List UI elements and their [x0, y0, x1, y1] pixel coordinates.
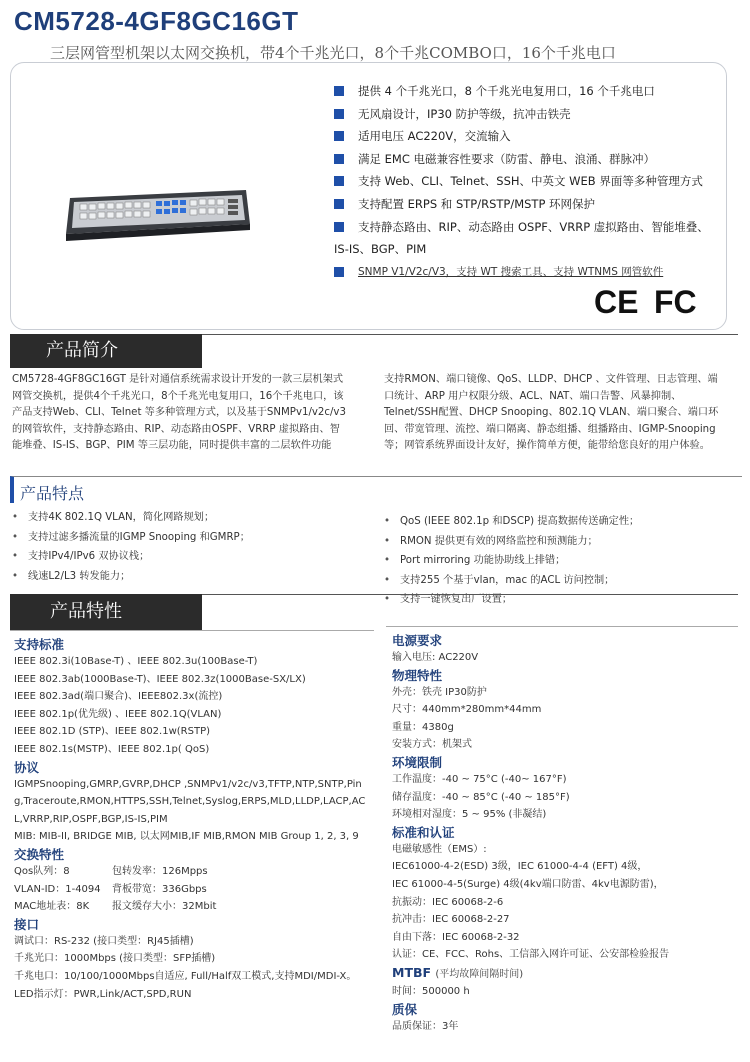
switch-product-image — [64, 184, 252, 244]
spec-heading-interfaces: 接口 — [14, 916, 40, 932]
feature-item: 支持配置 ERPS 和 STP/RSTP/MSTP 环网保护 — [334, 193, 730, 216]
spec-line: 抗冲击：IEC 60068-2-27 — [392, 914, 510, 926]
spec-pair-row: MAC地址表：8K 报文缓存大小：32Mbit — [14, 901, 217, 913]
feature-item: 支持静态路由、RIP、动态路由 OSPF、VRRP 虚拟路由、智能堆叠、 — [334, 216, 730, 239]
spec-line: IEEE 802.3ad(端口聚合)、IEEE802.3x(流控) — [14, 691, 223, 703]
list-item: • RMON 提供更有效的网络监控和预测能力； — [384, 532, 734, 552]
spec-line: IEEE 802.3i(10Base-T) 、IEEE 802.3u(100Base-T) — [14, 656, 258, 667]
list-item: • 支持4K 802.1Q VLAN，简化网路规划； — [12, 508, 352, 528]
spec-line: 自由下落：IEC 60068-2-32 — [392, 931, 520, 943]
spec-line: IEC 61000-4-5(Surge) 4级(4kv端口防雷、4kv电源防雷)， — [392, 878, 664, 890]
spec-line: IEEE 802.1p(优先级) 、IEEE 802.1Q(VLAN) — [14, 708, 222, 720]
feature-item: 满足 EMC 电磁兼容性要求（防雷、静电、浪涌、群脉冲） — [334, 148, 730, 171]
spec-line: 工作温度：-40 ~ 75°C (-40~ 167°F) — [392, 773, 567, 785]
spec-line: 抗振动：IEC 60068-2-6 — [392, 896, 504, 908]
spec-line: LED指示灯：PWR,Link/ACT,SPD,RUN — [14, 988, 192, 1000]
spec-line: 重量：4380g — [392, 721, 454, 733]
spec-heading-mtbf: MTBF (平均故障间隔时间) — [392, 964, 524, 980]
list-item: • 支持IPv4/IPv6 双协议栈； — [12, 547, 352, 567]
features-section-header — [10, 476, 742, 503]
feature-item-continued: IS-IS、BGP、PIM — [334, 242, 427, 257]
feature-item: 支持 Web、CLI、Telnet、SSH、中英文 WEB 界面等多种管理方式 — [334, 170, 730, 193]
intro-text-left: CM5728-4GF8GC16GT 是针对通信系统需求设计开发的一款三层机架式网管交换机，提供4个千兆光口，8个千兆光电复用口，16个千兆电口，该产品支持Web、CLI、Telnet 等多种管理方式，以及基于SNMPv1/v2c/v3的网管软件，支持静态路由、RIP、动态路由OSPF、VRRP 虚拟路由、智能堆叠、IS-IS、BGP、PIM 等三层功能，同时提供丰富的二层软件功能 — [12, 374, 346, 451]
spec-heading-switching: 交换特性 — [14, 846, 65, 862]
specs-right-column — [392, 632, 732, 1035]
specs-right-rule — [386, 626, 738, 627]
spec-line: IEEE 802.1s(MSTP)、IEEE 802.1p( QoS) — [14, 743, 210, 755]
spec-heading-certification: 标准和认证 — [392, 824, 455, 840]
spec-line: 时间：500000 h — [392, 985, 470, 997]
spec-line: 调试口：RS-232 (接口类型：RJ45插槽) — [14, 935, 194, 947]
specs-left-rule — [10, 630, 374, 631]
spec-line: 千兆电口：10/100/1000Mbps自适应, Full/Half双工模式,支持MDI/MDI-X。 — [14, 970, 357, 982]
top-feature-list — [334, 80, 730, 283]
spec-line: 安装方式：机架式 — [392, 739, 472, 751]
spec-heading-protocols: 协议 — [14, 759, 40, 775]
specs-section-header — [10, 594, 202, 630]
feature-item: SNMP V1/V2c/V3，支持 WT 搜索工具、支持 WTNMS 网管软件 — [334, 261, 730, 284]
product-model-title: CM5728-4GF8GC16GT — [14, 6, 299, 36]
specs-title: 产品特性 — [50, 601, 122, 622]
spec-line: IEC61000-4-2(ESD) 3级，IEC 61000-4-4 (EFT) 4级， — [392, 861, 648, 873]
spec-line: 储存温度：-40 ~ 85°C (-40 ~ 185°F) — [392, 791, 570, 803]
spec-line: 输入电压: AC220V — [392, 652, 479, 663]
spec-heading-environment: 环境限制 — [392, 754, 443, 770]
specs-left-column — [14, 636, 366, 1003]
spec-heading-warranty: 质保 — [392, 1001, 418, 1017]
spec-line: 认证：CE、FCC、Rohs、工信部入网许可证、公安部检验报告 — [392, 949, 670, 961]
intro-section-header — [10, 334, 202, 368]
list-item: • 支持一键恢复出厂设置； — [384, 590, 734, 610]
list-item: • 线速L2/L3 转发能力； — [12, 567, 352, 587]
list-item: • 支持过滤多播流量的IGMP Snooping 和GMRP； — [12, 528, 352, 548]
spec-heading-standards: 支持标准 — [14, 637, 65, 652]
spec-pair-row: VLAN-ID：1-4094 背板带宽：336Gbps — [14, 883, 207, 895]
intro-text-right: 支持RMON、端口镜像、QoS、LLDP、DHCP 、文件管理、日志管理、端口统计、ARP 用户权限分级、ACL、NAT、端口告警、风暴抑制、Telnet/SSH配置、DHCP Snooping、802.1Q VLAN、端口聚合、端口环回、带宽管理、流控、端口隔离、静态组播、组播路由、IGMP-Snooping 等；网管系统界面设计友好，操作简单方便，能带给您良好的用户体验。 — [384, 374, 719, 451]
spec-line: 千兆光口：1000Mbps (接口类型：SFP插槽) — [14, 953, 216, 965]
spec-line: 外壳：铁壳 IP30防护 — [392, 686, 487, 698]
spec-heading-power: 电源要求 — [392, 633, 443, 648]
spec-line: IEEE 802.1D (STP)、IEEE 802.1w(RSTP) — [14, 726, 211, 738]
list-item: • Port mirroring 功能协助线上排错； — [384, 551, 734, 571]
feature-item: 无风扇设计，IP30 防护等级，抗冲击铁壳 — [334, 103, 730, 126]
features-list-right — [384, 512, 734, 610]
product-subtitle: 三层网管型机架以太网交换机，带4个千兆光口，8个千兆COMBO口，16个千兆电口 — [50, 44, 616, 62]
spec-line: 环境相对湿度：5 ~ 95% (非凝结) — [392, 809, 547, 821]
intro-title: 产品简介 — [46, 340, 118, 361]
spec-line: IEEE 802.3ab(1000Base-T)、IEEE 802.3z(1000Base-SX/LX) — [14, 673, 306, 685]
list-item: • QoS (IEEE 802.1p 和DSCP) 提高数据传送确定性； — [384, 512, 734, 532]
spec-line: MIB: MIB-II, BRIDGE MIB, 以太网MIB,IF MIB,RMON MIB Group 1, 2, 3, 9 — [14, 831, 359, 843]
spec-line: 电磁敏感性（EMS）: — [392, 843, 487, 855]
features-list-left — [12, 508, 352, 586]
spec-protocol-list: IGMPSnooping,GMRP,GVRP,DHCP ,SNMPv1/v2c/v3,TFTP,NTP,SNTP,Ping,Traceroute,RMON,HTTPS,SSH,Telnet,Syslog,ERPS,MLD,LLDP,LACP,ACL,VRRP,RIP,OSPF,BGP,IS-IS,PIM — [14, 778, 366, 825]
spec-heading-physical: 物理特性 — [392, 667, 443, 683]
spec-line: 品质保证：3年 — [392, 1020, 459, 1032]
spec-pair-row: Qos队列：8 包转发率：126Mpps — [14, 865, 208, 877]
features-title: 产品特点 — [20, 484, 85, 503]
feature-item: 适用电压 AC220V，交流输入 — [334, 125, 730, 148]
feature-item: 提供 4 个千兆光口，8 个千兆光电复用口，16 个千兆电口 — [334, 80, 730, 103]
spec-line: 尺寸：440mm*280mm*44mm — [392, 704, 542, 716]
list-item: • 支持255 个基于vlan，mac 的ACL 访问控制； — [384, 571, 734, 591]
ce-certification-logo: CE — [594, 284, 639, 320]
fcc-certification-logo: FC — [654, 284, 697, 320]
